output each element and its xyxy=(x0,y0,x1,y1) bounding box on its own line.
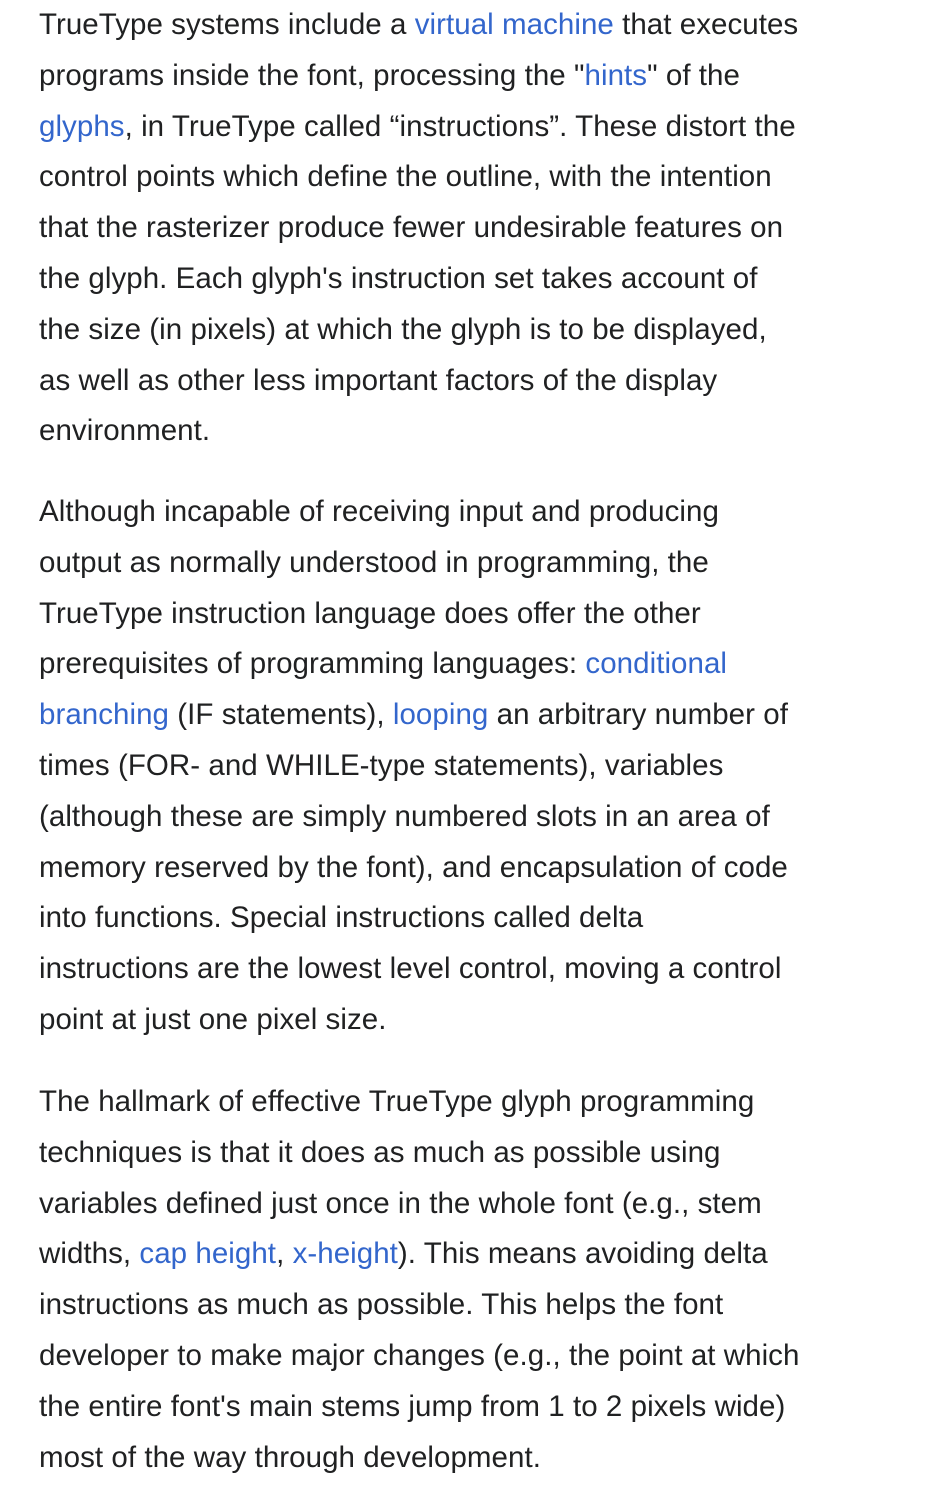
text-run: TrueType systems include a xyxy=(39,8,415,41)
text-line xyxy=(39,1280,799,1331)
text-line xyxy=(39,843,788,894)
text-run: output as normally understood in programming, the xyxy=(39,545,709,579)
text-line xyxy=(39,356,798,407)
text-run: , in TrueType called “instructions”. These distort the xyxy=(124,109,796,143)
text-run: that the rasterizer produce fewer undesirable features on xyxy=(39,211,784,245)
text-run: times (FOR- and WHILE-type statements), variables xyxy=(39,748,724,782)
text-line xyxy=(39,1331,799,1382)
text-run: developer to make major changes (e.g., the point at which xyxy=(39,1338,800,1372)
text-line xyxy=(39,152,798,203)
text-run: the glyph. Each glyph's instruction set takes account of xyxy=(39,261,758,295)
text-run: memory reserved by the font), and encapsulation of code xyxy=(39,850,788,884)
text-line xyxy=(39,1433,799,1484)
text-run: widths, xyxy=(39,1237,140,1271)
paragraph-hallmark xyxy=(39,1077,799,1483)
text-line xyxy=(39,1077,799,1128)
text-line xyxy=(39,1179,799,1230)
text-line xyxy=(39,203,798,254)
text-line xyxy=(39,538,788,589)
text-run: , xyxy=(276,1237,293,1271)
text-run: ). This means avoiding delta xyxy=(397,1237,768,1271)
text-line xyxy=(39,0,798,51)
text-run: environment. xyxy=(39,414,211,448)
text-run: into functions. Special instructions called delta xyxy=(39,901,644,935)
text-line xyxy=(39,690,788,741)
text-line xyxy=(39,944,788,995)
text-run: instructions as much as possible. This helps the font xyxy=(39,1288,724,1322)
text-line xyxy=(39,792,788,843)
text-line xyxy=(39,102,798,153)
text-run: as well as other less important factors of the display xyxy=(39,363,718,397)
text-run: " of the xyxy=(647,58,740,92)
link-virtual-machine[interactable]: virtual machine xyxy=(414,8,614,41)
text-run: instructions are the lowest level control, moving a control xyxy=(39,952,782,986)
link-cap-height[interactable]: cap height xyxy=(139,1237,277,1271)
text-line xyxy=(39,1229,799,1280)
text-line xyxy=(39,639,788,690)
link-glyphs[interactable]: glyphs xyxy=(39,109,125,143)
text-line xyxy=(39,305,798,356)
text-line xyxy=(39,406,798,457)
text-line xyxy=(39,893,788,944)
text-run: variables defined just once in the whole font (e.g., stem xyxy=(39,1186,762,1220)
text-run: Although incapable of receiving input and producing xyxy=(39,495,719,528)
text-run: the size (in pixels) at which the glyph is to be displayed, xyxy=(39,312,767,346)
text-run: techniques is that it does as much as possible using xyxy=(39,1135,721,1169)
text-run: (IF statements), xyxy=(169,698,393,732)
link-looping[interactable]: looping xyxy=(392,698,489,732)
text-line xyxy=(39,51,798,102)
text-run: prerequisites of programming languages: xyxy=(39,647,586,681)
text-line xyxy=(39,995,788,1046)
link-hints[interactable]: hints xyxy=(584,58,648,92)
text-run: point at just one pixel size. xyxy=(39,1002,387,1036)
text-line xyxy=(39,589,788,640)
text-line xyxy=(39,1128,799,1179)
text-run: TrueType instruction language does offer the other xyxy=(39,596,701,630)
text-line xyxy=(39,1382,799,1433)
text-run: an arbitrary number of xyxy=(488,698,788,732)
text-run: most of the way through development. xyxy=(39,1440,541,1474)
link-x-height[interactable]: x-height xyxy=(292,1237,398,1271)
text-line xyxy=(39,741,788,792)
text-run: the entire font's main stems jump from 1 to 2 pixels wide) xyxy=(39,1389,786,1423)
text-run: programs inside the font, processing the " xyxy=(39,58,585,92)
text-run: The hallmark of effective TrueType glyph programming xyxy=(39,1085,755,1118)
text-line xyxy=(39,487,788,538)
text-line xyxy=(39,254,798,305)
paragraph-instruction-language xyxy=(39,487,788,1046)
text-run: (although these are simply numbered slots in an area of xyxy=(39,799,770,833)
link-branching[interactable]: branching xyxy=(39,698,170,732)
text-run: that executes xyxy=(613,8,799,41)
link-conditional[interactable]: conditional xyxy=(585,647,728,681)
text-run: control points which define the outline, with the intention xyxy=(39,160,772,194)
paragraph-virtual-machine xyxy=(39,0,798,457)
